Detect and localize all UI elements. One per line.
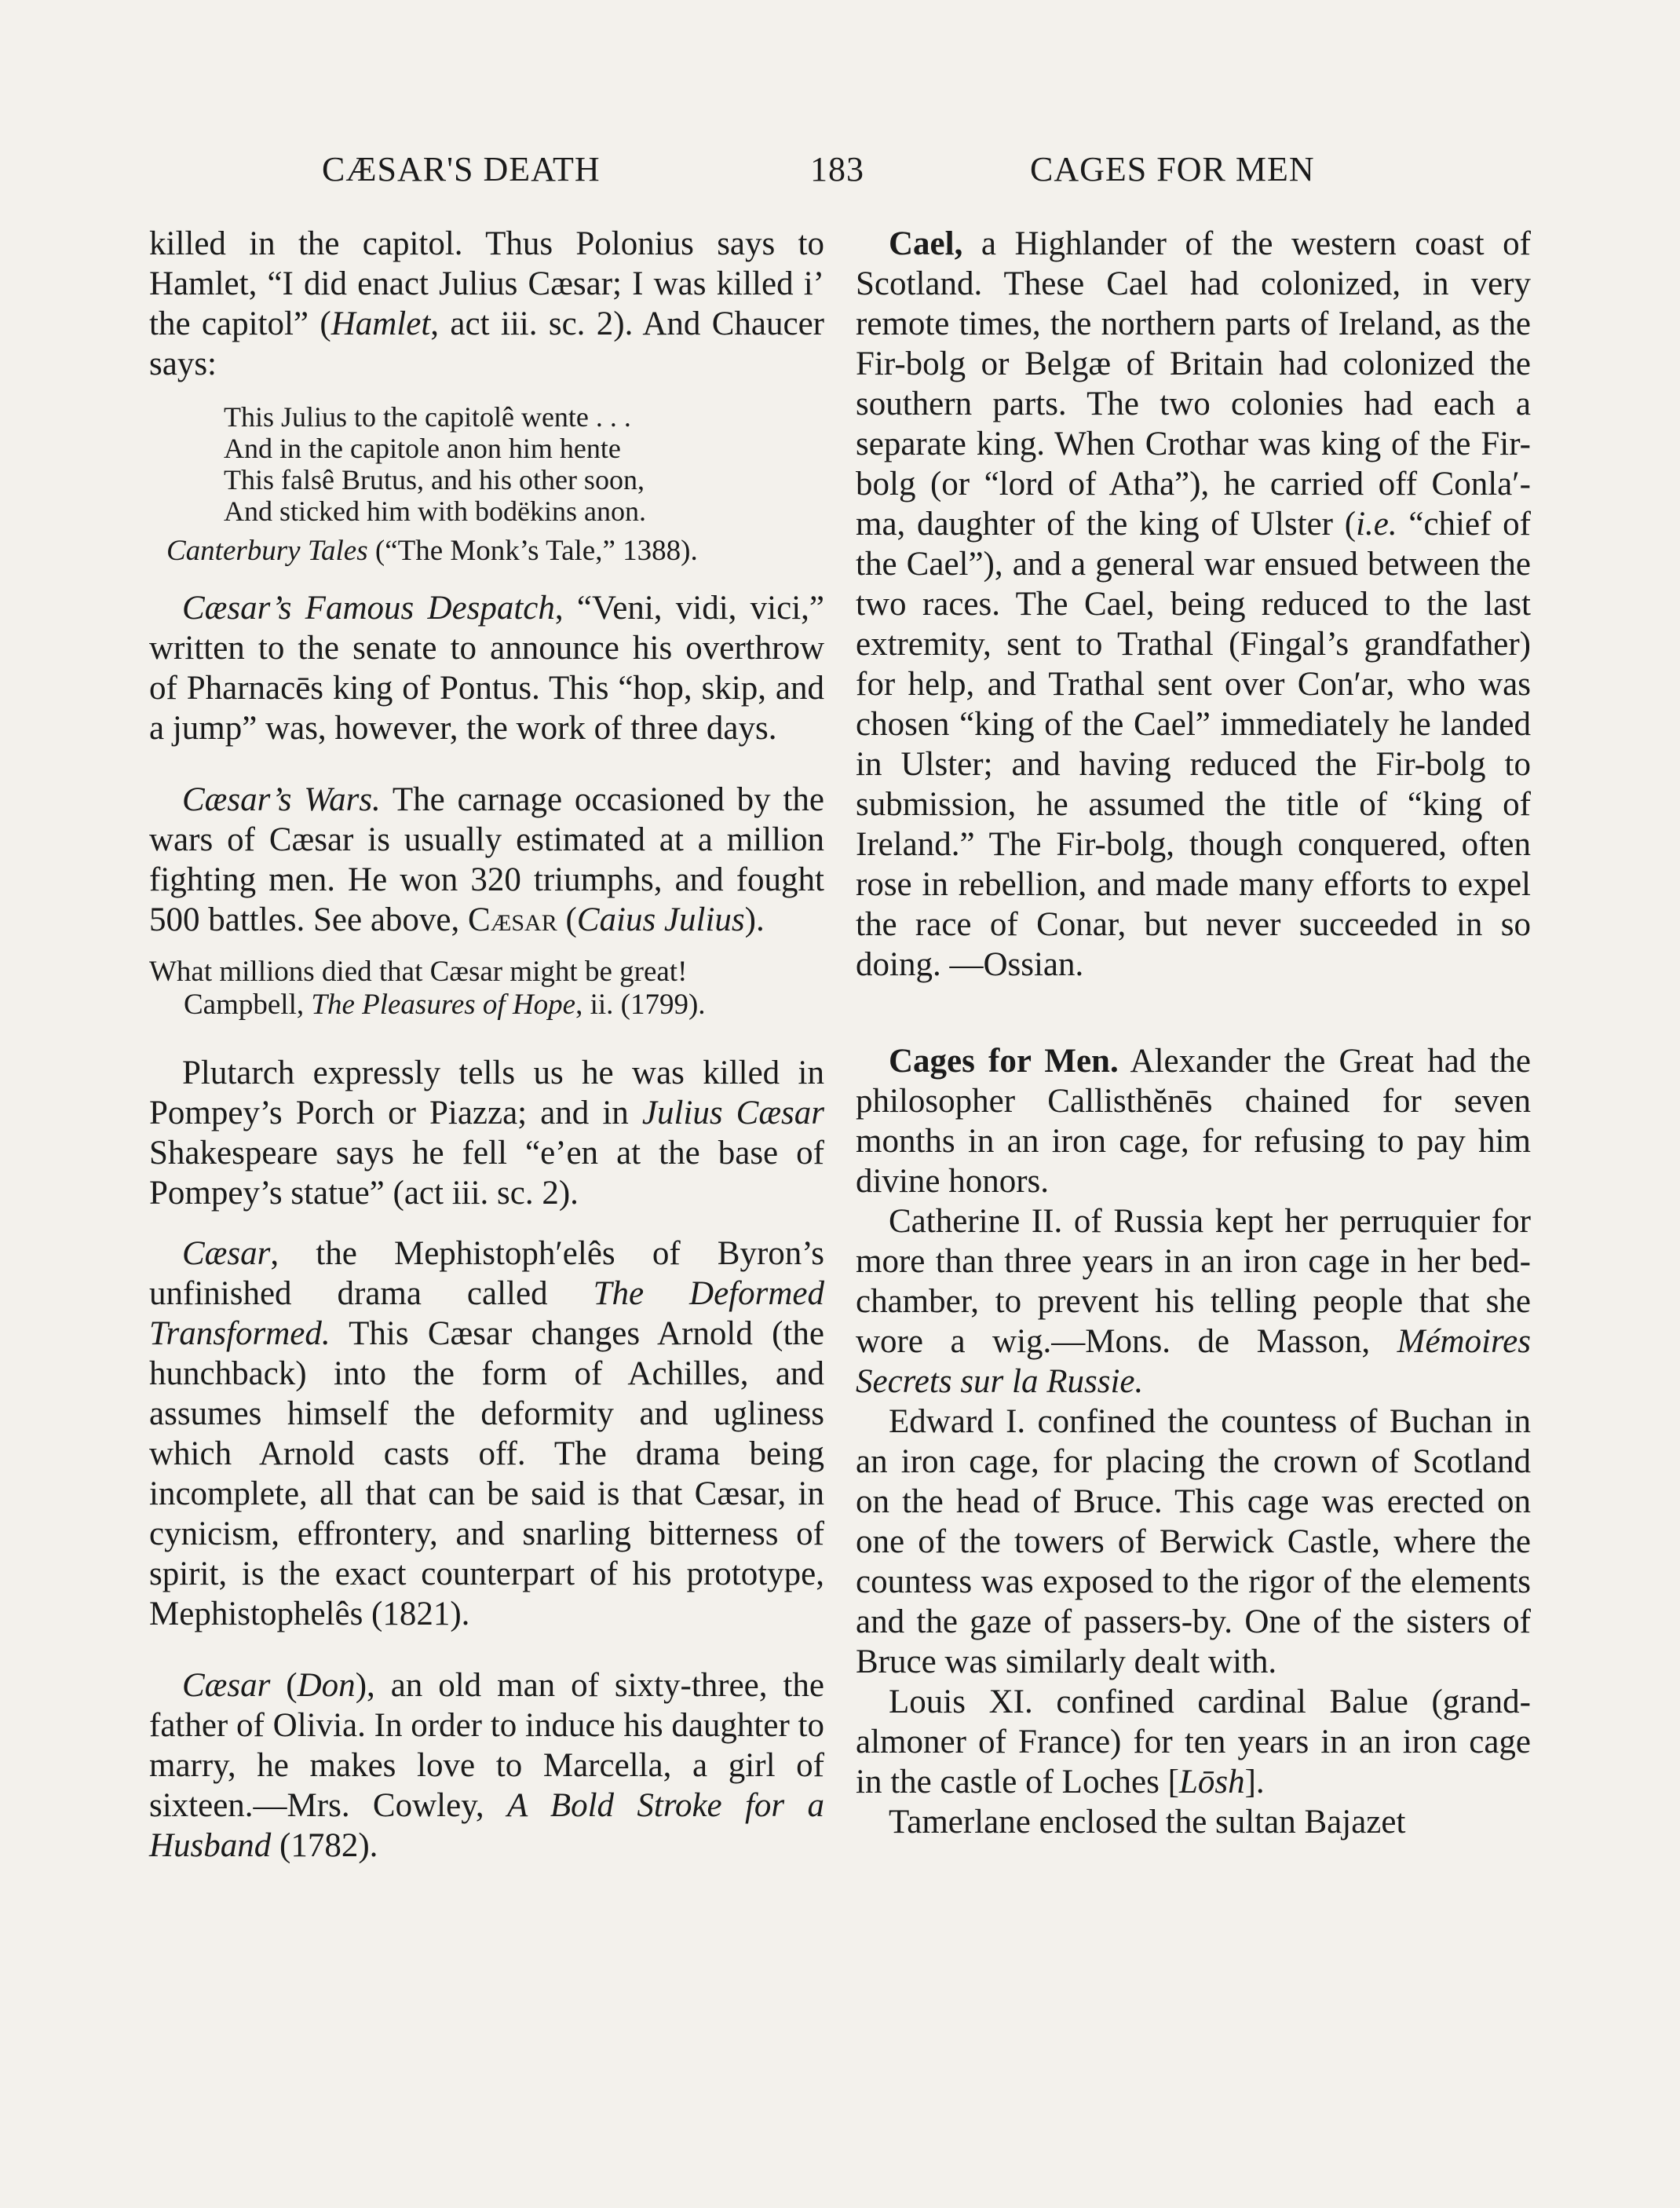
- verse-line: This Julius to the capitolê wente . . .: [224, 401, 631, 433]
- verse-line: And sticked him with bodëkins anon.: [224, 495, 646, 527]
- chaucer-verse: [224, 401, 824, 527]
- quote-source: Campbell, The Pleasures of Hope, ii. (1799).: [184, 989, 706, 1021]
- headword: Cæsar’s Famous Despatch: [182, 590, 555, 627]
- entry-caesar-byron: Cæsar, the Mephistoph′elês of Byron’s unfinished drama called The Deformed Transformed. This Cæsar changes Arnold (the hunchback) into the form of Achilles, and assumes himself the deformity and ugliness which Arnold casts off. The drama being incomplete, all that can be said is that Cæsar, in cynicism, effrontery, and snarling bitterness of spirit, is the exact counterpart of his prototype, Mephistophelês (1821).: [149, 1235, 824, 1632]
- paragraph-plutarch: Plutarch expressly tells us he was killed in Pompey’s Porch or Piazza; and in Julius Cæsar Shakespeare says he fell “e’en at the base of Pompey’s statue” (act iii. sc. 2).: [149, 1055, 825, 1212]
- running-head-left: CÆSAR'S DEATH: [322, 150, 601, 188]
- paragraph-capitol: killed in the capitol. Thus Polonius says to Hamlet, “I did enact Julius Cæsar; I was killed i’ the capitol” (Hamlet, act iii. sc. 2). And Chaucer says:: [149, 225, 824, 382]
- verse-source: Canterbury Tales (“The Monk’s Tale,” 1388).: [166, 535, 698, 567]
- page-number: 183: [810, 150, 864, 188]
- headword: Cages for Men.: [889, 1043, 1119, 1080]
- quote-line: What millions died that Cæsar might be great!: [149, 956, 688, 988]
- headword: Cæsar’s Wars.: [182, 781, 381, 818]
- paragraph-catherine: Catherine II. of Russia kept her perruquier for more than three years in an iron cage in her bed-chamber, to prevent his telling people that she wore a wig.—Mons. de Masson, Mémoires Secrets sur la Russie.: [856, 1203, 1531, 1400]
- right-column: [856, 224, 1531, 1842]
- paragraph-edward: Edward I. confined the countess of Buchan in an iron cage, for placing the crown of Scotland on the head of Bruce. This cage was erected on one of the towers of Berwick Castle, where the countess was exposed to the rigor of the elements and the gaze of passers-by. One of the sisters of Bruce was similarly dealt with.: [856, 1403, 1531, 1680]
- paragraph-louis: Louis XI. confined cardinal Balue (grand-almoner of France) for ten years in an iron cage in the castle of Loches [Lōsh].: [856, 1683, 1531, 1800]
- headword: Cæsar: [182, 1235, 271, 1272]
- paragraph-tamerlane: Tamerlane enclosed the sultan Bajazet: [889, 1804, 1406, 1841]
- page-header: [0, 149, 1680, 196]
- entry-cages-for-men: Cages for Men. Alexander the Great had the philosopher Callisthĕnēs chained for seven months in an iron cage, for refusing to pay him divine honors.: [856, 1043, 1531, 1200]
- entry-caesars-wars: Cæsar’s Wars. The carnage occasioned by the wars of Cæsar is usually estimated at a million fighting men. He won 320 triumphs, and fought 500 battles. See above, Cæsar (Caius Julius).: [149, 781, 824, 938]
- entry-cael: Cael, a Highlander of the western coast of Scotland. These Cael had colonized, in very remote times, the northern parts of Ireland, as the Fir-bolg or Belgæ of Britain had colonized the southern parts. The two colonies had each a separate king. When Crothar was king of the Fir-bolg (or “lord of Atha”), he carried off Conla′-ma, daughter of the king of Ulster (i.e. “chief of the Cael”), and a general war ensued between the two races. The Cael, being reduced to the last extremity, sent to Trathal (Fingal’s grandfather) for help, and Trathal sent over Con′ar, who was chosen “king of the Cael” immediately he landed in Ulster; and having reduced the Fir-bolg to submission, he assumed the title of “king of Ireland.” The Fir-bolg, though conquered, often rose in rebellion, and made many efforts to expel the race of Conar, but never succeeded in so doing. —Ossian.: [856, 225, 1531, 983]
- left-column: [149, 224, 824, 1866]
- verse-line: And in the capitole anon him hente: [224, 433, 621, 464]
- headword: Cael,: [889, 225, 963, 262]
- entry-caesars-famous-despatch: Cæsar’s Famous Despatch, “Veni, vidi, vici,” written to the senate to announce his overthrow of Pharnacēs king of Pontus. This “hop, skip, and a jump” was, however, the work of three days.: [149, 590, 824, 747]
- verse-line: This falsê Brutus, and his other soon,: [224, 464, 645, 495]
- headword: Cæsar: [182, 1667, 271, 1704]
- entry-caesar-don: Cæsar (Don), an old man of sixty-three, the father of Olivia. In order to induce his daughter to marry, he makes love to Marcella, a girl of sixteen.—Mrs. Cowley, A Bold Stroke for a Husband (1782).: [149, 1667, 825, 1864]
- campbell-quote: [149, 956, 824, 1022]
- running-head-right: CAGES FOR MEN: [1030, 150, 1315, 188]
